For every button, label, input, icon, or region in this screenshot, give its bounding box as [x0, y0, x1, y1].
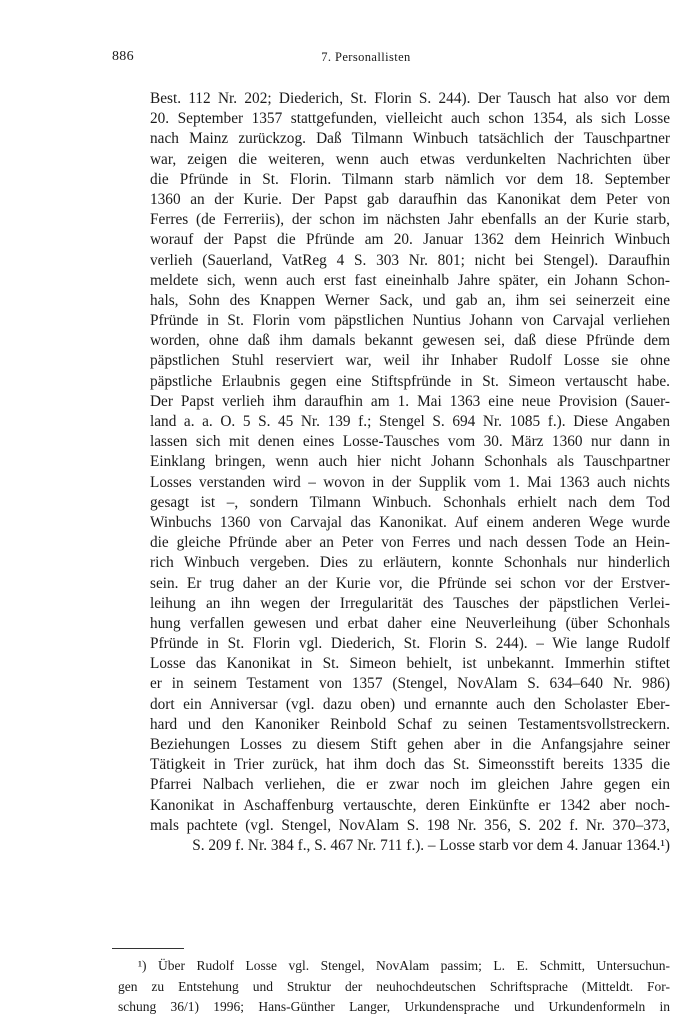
- running-head: 7. Personallisten: [321, 50, 411, 64]
- text-line: päpstliche Erlaubnis gegen eine Stiftspfründe in St. Simeon vertauscht habe.: [150, 372, 670, 390]
- text-line: Beziehungen Losses zu diesem Stift gehen aber in die Anfangsjahre seiner: [150, 736, 670, 753]
- text-line: S. 209 f. Nr. 384 f., S. 467 Nr. 711 f.). – Losse starb vor dem 4. Januar 1364.¹): [192, 836, 670, 854]
- text-line: Winbuchs 1360 von Carvajal das Kanonikat. Auf einem anderen Wege wurde: [150, 513, 670, 531]
- text-line: hard und den Kanoniker Reinbold Schaf zu seinen Testamentsvollstreckern.: [150, 715, 670, 733]
- text-line: Losse das Kanonikat in St. Simeon behielt, ist unbekannt. Immerhin stiftet: [150, 655, 670, 673]
- text-line: hals, Sohn des Knappen Werner Sack, und gab an, ihm sei seinerzeit eine: [150, 291, 670, 309]
- text-line: rich Winbuch vergeben. Dies zu erläutern, konnte Schonhals nur hinderlich: [150, 554, 670, 572]
- text-line: Losses verstanden wird – wovon in der Supplik vom 1. Mai 1363 auch nichts: [150, 473, 670, 491]
- text-line: päpstlichen Stuhl reserviert war, weil ihr Inhaber Rudolf Losse sie ohne: [150, 352, 670, 370]
- footnote-line: schung 36/1) 1996; Hans-Günther Langer, Urkundensprache und Urkundenformeln in: [118, 999, 670, 1014]
- text-line: nach Mainz zurückzog. Daß Tilmann Winbuch tatsächlich der Tauschpartner: [150, 130, 670, 148]
- page-number: 886: [112, 49, 134, 64]
- text-line: sein. Er trug daher an der Kurie vor, die Pfründe sei schon vor der Erstver-: [150, 574, 670, 592]
- body-text: [150, 89, 670, 856]
- text-line: gesagt ist –, sondern Tilmann Winbuch. Schonhals erhielt nach dem Tod: [150, 493, 670, 511]
- text-line: Einklang bringen, wenn auch hier nicht Johann Schonhals als Tauschpartner: [150, 453, 670, 471]
- text-line: Pfarrei Nalbach verliehen, die er zwar noch im gleichen Jahre gegen ein: [150, 776, 670, 794]
- text-line: die Pfründe in St. Florin. Tilmann starb nämlich vor dem 18. September: [150, 170, 670, 188]
- text-line: Tätigkeit in Trier zurück, hat ihm doch das St. Simeonsstift bereits 1335 die: [150, 756, 670, 774]
- text-line: Der Papst verlieh ihm daraufhin am 1. Mai 1363 eine neue Provision (Sauer-: [150, 392, 670, 410]
- text-line: Best. 112 Nr. 202; Diederich, St. Florin S. 244). Der Tausch hat also vor dem: [150, 90, 670, 107]
- text-line: mals pachtete (vgl. Stengel, NovAlam S. 198 Nr. 356, S. 202 f. Nr. 370–373,: [150, 816, 670, 834]
- text-line: 1360 an der Kurie. Der Papst gab daraufhin das Kanonikat dem Peter von: [150, 190, 670, 208]
- text-line: worden, ohne daß ihm damals bekannt gewesen sei, daß diese Pfründe dem: [150, 332, 670, 350]
- text-line: war, zeigen die weiteren, wenn auch etwas verdunkelten Nachrichten über: [150, 150, 670, 168]
- footnote-rule: [112, 948, 184, 949]
- text-line: Pfründe in St. Florin vgl. Diederich, St. Florin S. 244). – Wie lange Rudolf: [150, 635, 670, 653]
- text-line: lassen sich mit denen eines Losse-Tausches vom 30. März 1360 nur dann in: [150, 433, 670, 451]
- text-line: Ferres (de Ferreriis), der schon im nächsten Jahr ebenfalls an der Kurie starb,: [150, 211, 670, 229]
- text-line: hung verfallen gewesen und erbat daher eine Neuverleihung (über Schonhals: [150, 614, 670, 632]
- footnote-line: gen zu Entstehung und Struktur der neuhochdeutschen Schriftsprache (Mitteldt. For-: [118, 978, 670, 994]
- text-line: Kanonikat in Aschaffenburg vertauschte, deren Einkünfte er 1342 aber noch-: [150, 796, 670, 814]
- text-line: meldete sich, wenn auch erst fast eineinhalb Jahre später, ein Johann Schon-: [150, 271, 670, 289]
- text-line: worauf der Papst die Pfründe am 20. Januar 1362 dem Heinrich Winbuch: [150, 231, 670, 249]
- text-line: Pfründe in St. Florin vom päpstlichen Nuntius Johann von Carvajal verliehen: [150, 312, 670, 330]
- text-line: dort ein Anniversar (vgl. dazu oben) und ernannte auch den Scholaster Eber-: [150, 695, 670, 713]
- text-line: leihung an ihn wegen der Irregularität des Tausches der päpstlichen Verlei-: [150, 594, 670, 612]
- text-line: er in seinem Testament von 1357 (Stengel, NovAlam S. 634–640 Nr. 986): [150, 675, 670, 693]
- text-line: 20. September 1357 stattgefunden, vielleicht auch schon 1354, als sich Losse: [150, 110, 670, 128]
- footnotes: [118, 956, 670, 1018]
- text-line: verlieh (Sauerland, VatReg 4 S. 303 Nr. 801; nicht bei Stengel). Daraufhin: [150, 251, 670, 269]
- footnote-line: ¹) Über Rudolf Losse vgl. Stengel, NovAlam passim; L. E. Schmitt, Untersuchun-: [138, 958, 670, 973]
- text-line: die gleiche Pfründe aber an Peter von Ferres und nach dessen Tode an Hein-: [150, 534, 670, 552]
- text-line: land a. a. O. 5 S. 45 Nr. 139 f.; Stengel S. 694 Nr. 1085 f.). Diese Angaben: [150, 413, 670, 430]
